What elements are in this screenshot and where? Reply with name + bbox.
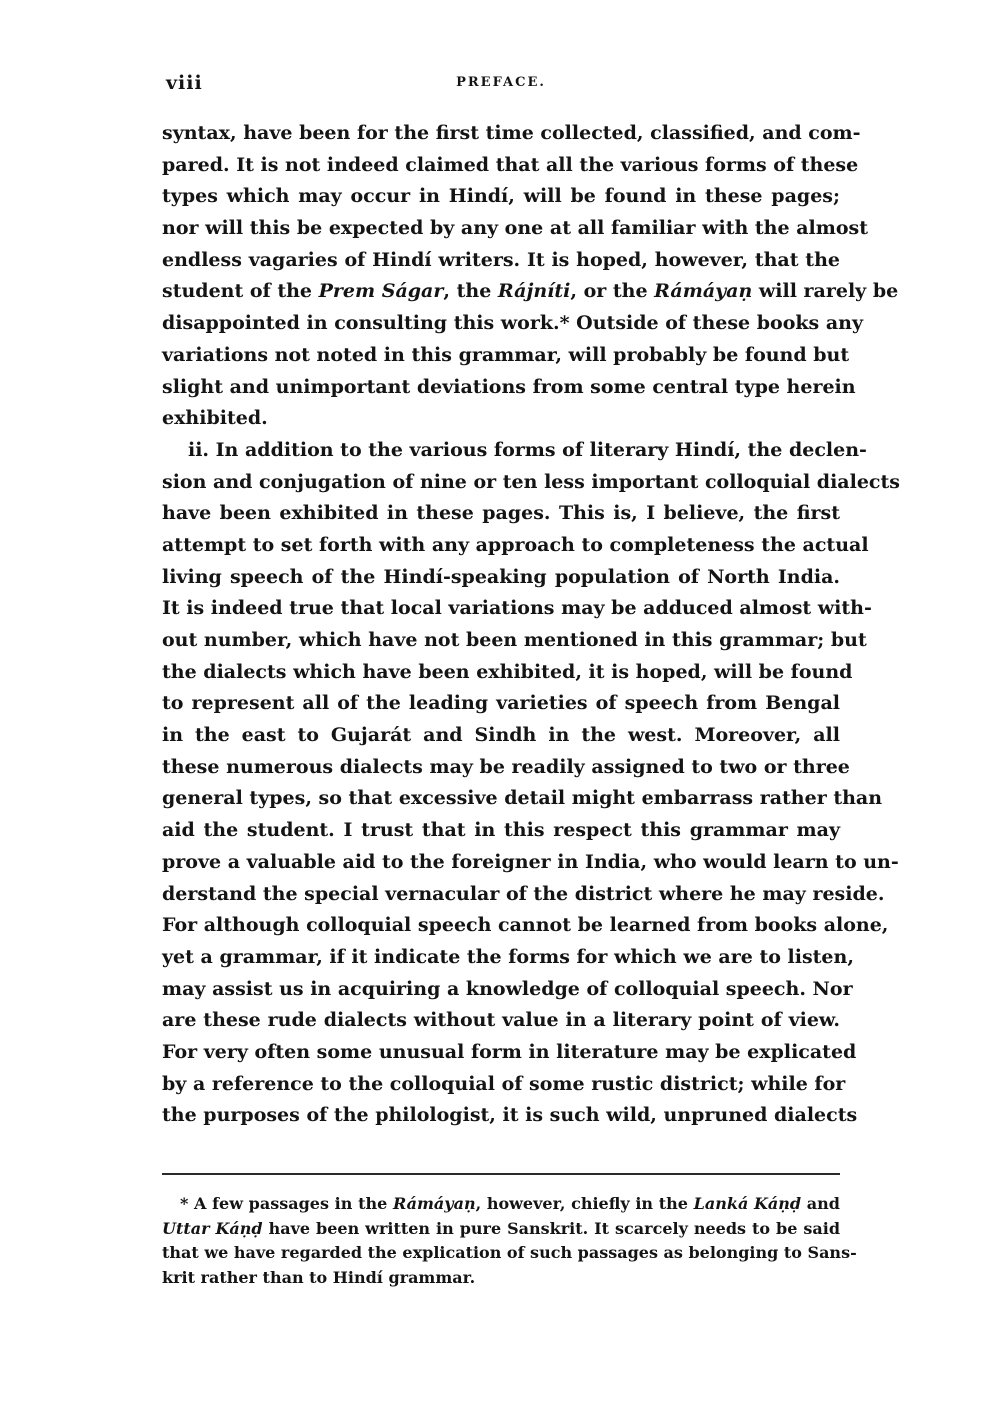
text-line: by a reference to the colloquial of some rustic district; while for [162, 1072, 846, 1095]
page-header [162, 72, 840, 102]
text-line: It is indeed true that local variations may be adduced almost with- [162, 597, 872, 620]
body-text [162, 118, 900, 1132]
text-line: general types, so that excessive detail might embarrass rather than [162, 787, 883, 810]
text-line: living speech of the Hindí-speaking population of North India. [162, 565, 840, 588]
text-line: out number, which have not been mentioned in this grammar; but [162, 629, 867, 651]
text-line: the purposes of the philologist, it is such wild, unpruned dialects [162, 1104, 858, 1127]
text-line: endless vagaries of Hindí writers. It is hoped, however, that the [162, 248, 840, 271]
text-line: may assist us in acquiring a knowledge of colloquial speech. Nor [162, 977, 853, 1000]
footnote [162, 1192, 857, 1290]
footnote-line: Uttar Káṇḍ have been written in pure Sanskrit. It scarcely needs to be said [162, 1218, 841, 1238]
text-line: attempt to set forth with any approach to completeness the actual [162, 533, 869, 556]
text-line: student of the Prem Ságar, the Rájníti, or the Rámáyaṇ will rarely be [162, 280, 899, 303]
text-line: yet a grammar, if it indicate the forms for which we are to listen, [162, 945, 854, 968]
text-line: variations not noted in this grammar, will probably be found but [162, 343, 850, 366]
paragraph-start: ii. In addition to the various forms of literary Hindí, the declen- [188, 438, 867, 461]
text-line: in the east to Gujarát and Sindh in the west. Moreover, all [162, 724, 840, 747]
text-line: are these rude dialects without value in a literary point of view. [162, 1009, 840, 1032]
text-line: For although colloquial speech cannot be learned from books alone, [162, 914, 889, 937]
text-line: the dialects which have been exhibited, it is hoped, will be found [162, 660, 853, 683]
text-line: prove a valuable aid to the foreigner in India, who would learn to un- [162, 850, 899, 873]
text-line: For very often some unusual form in literature may be explicated [162, 1040, 857, 1063]
text-line: pared. It is not indeed claimed that all the various forms of these [162, 153, 859, 176]
footnote-line: * A few passages in the Rámáyaṇ, however, chiefly in the Lanká Káṇḍ and [180, 1194, 840, 1213]
text-line: to represent all of the leading varieties of speech from Bengal [162, 692, 840, 715]
running-title: PREFACE. [456, 75, 546, 90]
text-line: aid the student. I trust that in this respect this grammar may [162, 819, 840, 842]
text-line: have been exhibited in these pages. This is, I believe, the first [162, 502, 840, 525]
text-line: derstand the special vernacular of the district where he may reside. [162, 882, 885, 905]
text-line: these numerous dialects may be readily assigned to two or three [162, 755, 850, 778]
text-line: exhibited. [162, 407, 268, 430]
text-line: nor will this be expected by any one at all familiar with the almost [162, 217, 868, 240]
text-line: sion and conjugation of nine or ten less important colloquial dialects [162, 470, 900, 493]
footnote-line: that we have regarded the explication of such passages as belonging to Sans- [162, 1243, 857, 1262]
text-line: types which may occur in Hindí, will be found in these pages; [162, 185, 840, 208]
footnote-rule [162, 1173, 840, 1175]
text-line: slight and unimportant deviations from some central type herein [162, 375, 856, 398]
text-line: disappointed in consulting this work.* Outside of these books any [162, 312, 864, 335]
page-number: viii [166, 72, 203, 94]
footnote-line: krit rather than to Hindí grammar. [162, 1267, 476, 1287]
text-line: syntax, have been for the first time collected, classified, and com- [162, 122, 861, 144]
